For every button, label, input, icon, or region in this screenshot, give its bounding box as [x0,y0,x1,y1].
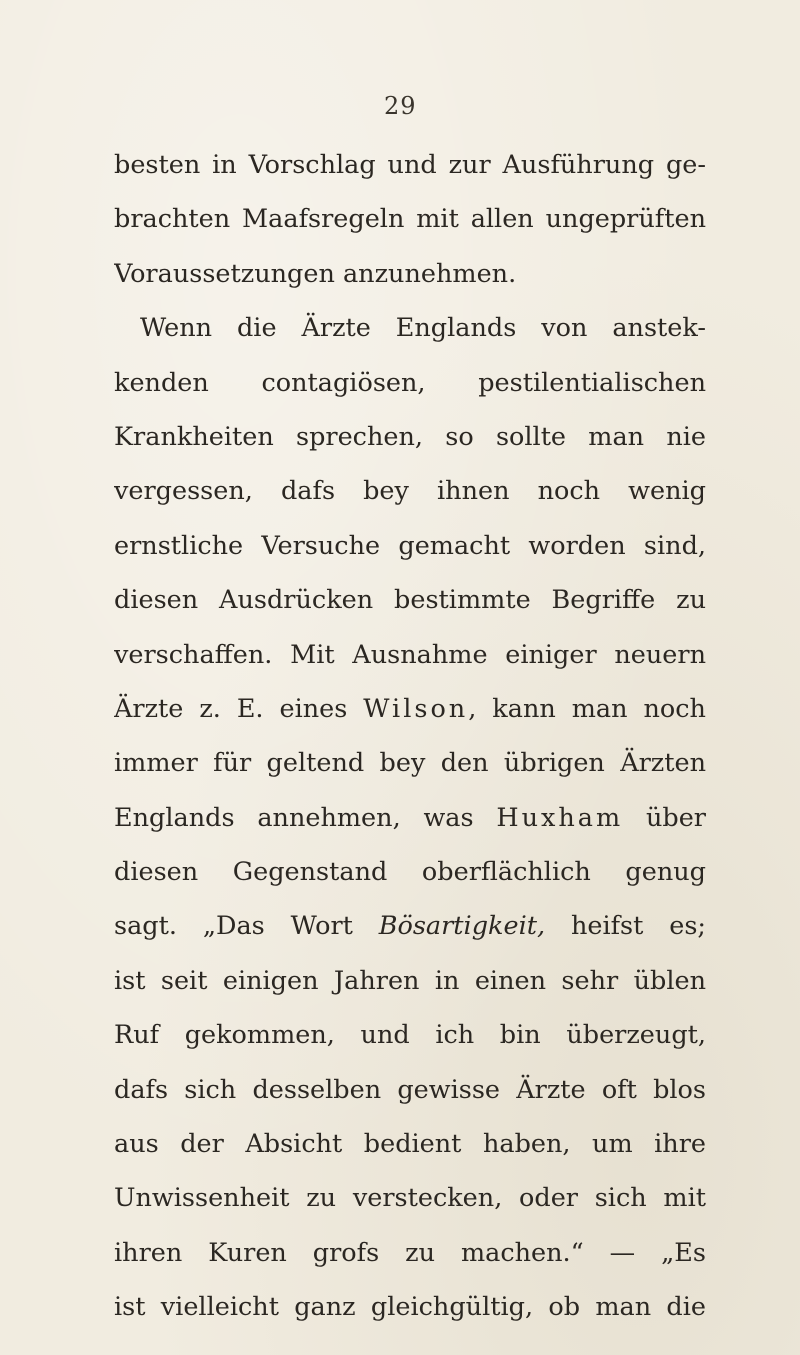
text-line: vergessen, dafs bey ihnen noch wenig [114,476,706,507]
text-line: Unwissenheit zu verstecken, oder sich mit [114,1183,706,1214]
text-line: immer für geltend bey den übrigen Ärzten [114,748,706,779]
text-run: heifst es; [545,911,706,942]
text-run: über [623,802,706,833]
text-run: Ärzte z. E. eines [114,693,364,724]
text-line: aus der Absicht bedient haben, um ihre [114,1129,706,1160]
text-run: , kann man noch [468,693,706,724]
italic-term: Bösartigkeit, [378,911,546,942]
text-line: Ruf gekommen, und ich bin überzeugt, [114,1020,706,1051]
text-line: diesen Ausdrücken bestimmte Begriffe zu [114,585,706,616]
text-line: verschaffen. Mit Ausnahme einiger neuern [114,639,706,670]
author-name-huxham: Huxham [496,802,624,833]
text-line [114,791,706,845]
text-run: Englands annehmen, was [114,802,497,833]
text-line: ist seit einigen Jahren in einen sehr üblen [114,965,706,996]
body-text [114,138,706,1335]
text-line: diesen Gegenstand oberflächlich genug [114,857,706,888]
text-line: ernstliche Versuche gemacht worden sind, [114,530,706,561]
text-line: besten in Vorschlag und zur Ausführung ge- [114,150,706,180]
page-number: 29 [384,92,417,120]
text-line: ihren Kuren grofs zu machen.“ — „Es [114,1237,706,1268]
author-name-wilson: Wilson [363,693,469,724]
text-line: Voraussetzungen anzunehmen. [114,258,517,289]
text-line [114,682,706,736]
text-line: kenden contagiösen, pestilentialischen [114,367,706,398]
text-run: sagt. „Das Wort [114,911,379,942]
text-line: Krankheiten sprechen, so sollte man nie [114,421,706,452]
text-line: dafs sich desselben gewisse Ärzte oft blos [114,1074,706,1105]
text-line [114,899,706,953]
paragraph-start-line: Wenn die Ärzte Englands von anstek- [140,313,706,344]
text-line: brachten Maafsregeln mit allen ungeprüften [114,204,706,235]
text-line: ist vielleicht ganz gleichgültig, ob man die [114,1292,706,1323]
